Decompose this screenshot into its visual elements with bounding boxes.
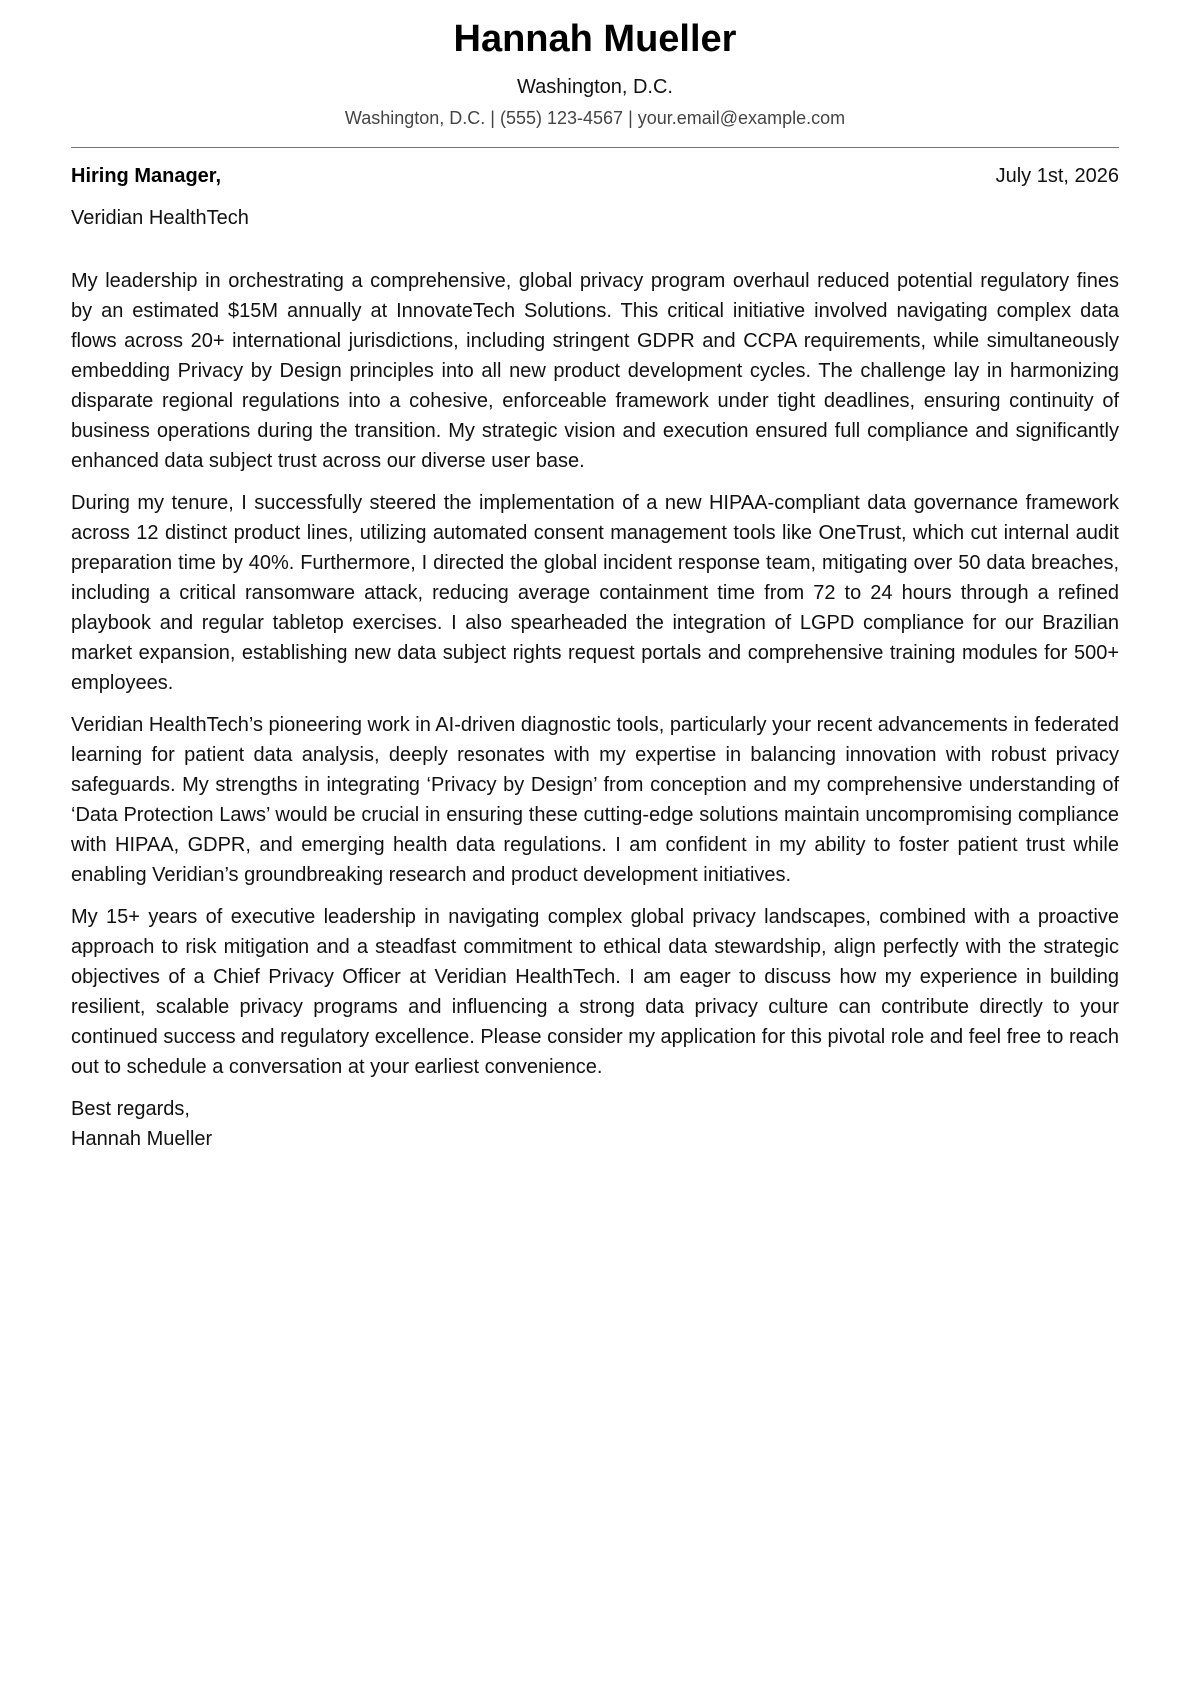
- signature-name: Hannah Mueller: [71, 1128, 213, 1150]
- body-paragraph-1: My leadership in orchestrating a comprehensive, global privacy program overhaul reduced potential regulatory fines by an estimated $15M annually at InnovateTech Solutions. This critical initiative involved navigating complex data flows across 20+ international jurisdictions, including stringent GDPR and CCPA requirements, while simultaneously embedding Privacy by Design principles into all new product development cycles. The challenge lay in harmonizing disparate regional regulations into a cohesive, enforceable framework under tight deadlines, ensuring continuity of business operations during the transition. My strategic vision and execution ensured full compliance and significantly enhanced data subject trust across our diverse user base.: [71, 270, 1119, 472]
- letter-closing: [71, 1094, 1119, 1154]
- company-name: Veridian HealthTech: [71, 207, 249, 229]
- recipient-salutation: Hiring Manager,: [71, 165, 222, 187]
- applicant-name: Hannah Mueller: [453, 18, 737, 60]
- body-paragraph-3: Veridian HealthTech’s pioneering work in AI-driven diagnostic tools, particularly your recent advancements in federated learning for patient data analysis, deeply resonates with my expertise in balancing innovation with robust privacy safeguards. My strengths in integrating ‘Privacy by Design’ from conception and my comprehensive understanding of ‘Data Protection Laws’ would be crucial in ensuring these cutting-edge solutions maintain uncompromising compliance with HIPAA, GDPR, and emerging health data regulations. I am confident in my ability to foster patient trust while enabling Veridian’s groundbreaking research and product development initiatives.: [71, 714, 1119, 886]
- letter-header: [71, 0, 1119, 130]
- closing-phrase: Best regards,: [71, 1098, 190, 1120]
- recipient-date-row: [71, 162, 1119, 190]
- body-paragraph-2: During my tenure, I successfully steered the implementation of a new HIPAA-compliant data governance framework across 12 distinct product lines, utilizing automated consent management tools like OneTrust, which cut internal audit preparation time by 40%. Furthermore, I directed the global incident response team, mitigating over 50 data breaches, including a critical ransomware attack, reducing average containment time from 72 to 24 hours through a refined playbook and regular tabletop exercises. I also spearheaded the integration of LGPD compliance for our Brazilian market expansion, establishing new data subject rights request portals and comprehensive training modules for 500+ employees.: [71, 492, 1119, 694]
- letter-body: [71, 266, 1119, 1082]
- letter-date: July 1st, 2026: [995, 165, 1119, 187]
- applicant-location: Washington, D.C.: [517, 76, 673, 98]
- header-divider: [71, 147, 1119, 148]
- contact-line: Washington, D.C. | (555) 123-4567 | your.email@example.com: [344, 108, 846, 128]
- body-paragraph-4: My 15+ years of executive leadership in navigating complex global privacy landscapes, combined with a proactive approach to risk mitigation and a steadfast commitment to ethical data stewardship, align perfectly with the strategic objectives of a Chief Privacy Officer at Veridian HealthTech. I am eager to discuss how my experience in building resilient, scalable privacy programs and influencing a strong data privacy culture can contribute directly to your continued success and regulatory excellence. Please consider my application for this pivotal role and feel free to reach out to schedule a conversation at your earliest convenience.: [71, 906, 1119, 1078]
